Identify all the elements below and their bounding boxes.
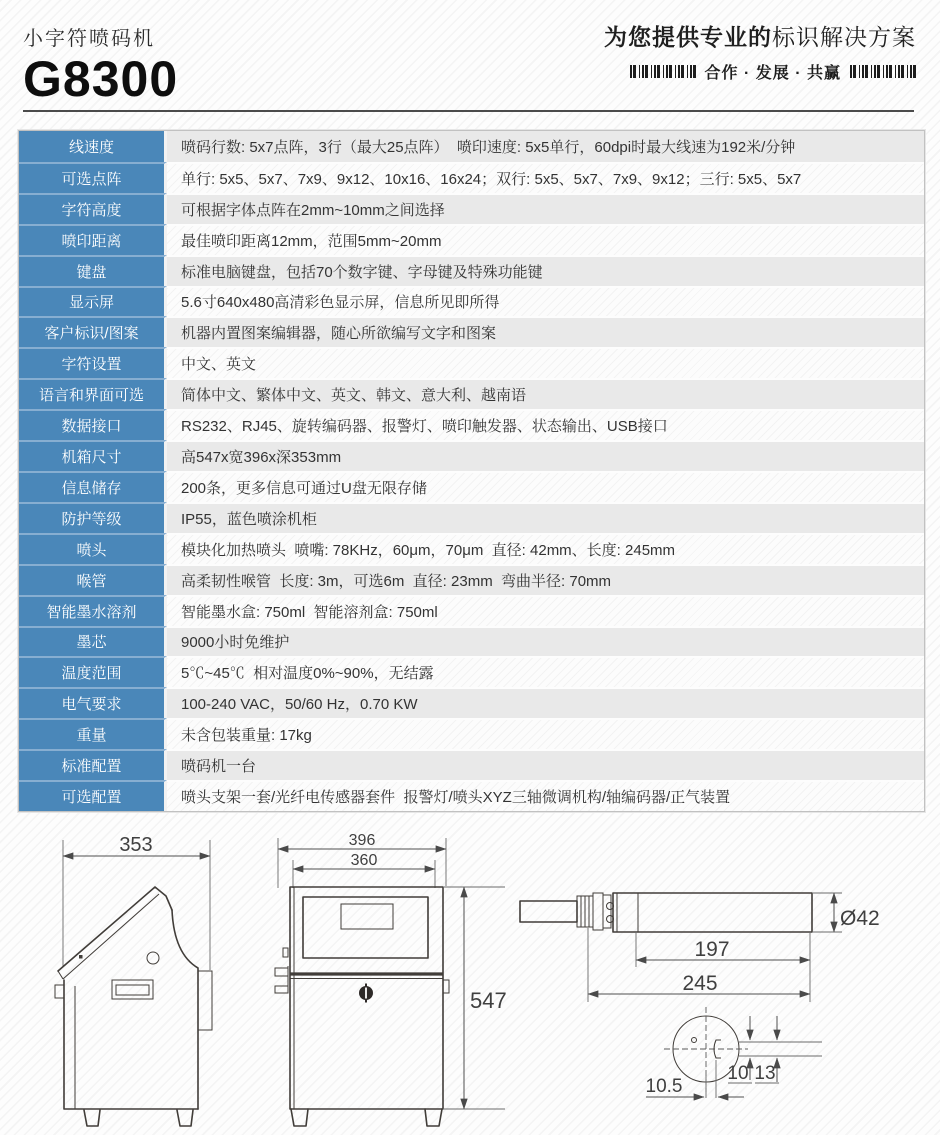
spec-value-cell: 5℃~45℃ 相对温度0%~90%，无结露 <box>167 656 924 687</box>
front-screen <box>341 904 393 929</box>
spec-label-cell: 信息储存 <box>19 471 167 502</box>
spec-value-cell: 9000小时免维护 <box>167 626 924 657</box>
spec-table-row <box>19 687 924 718</box>
technical-drawings <box>0 830 940 1135</box>
spec-label-cell: 喷印距离 <box>19 224 167 255</box>
spec-table-row <box>19 533 924 564</box>
spec-table-row <box>19 131 924 162</box>
spec-value-cell: IP55，蓝色喷涂机柜 <box>167 502 924 533</box>
spec-value-cell: 智能墨水盒: 750ml 智能溶剂盒: 750ml <box>167 595 924 626</box>
spec-table-row <box>19 502 924 533</box>
spec-value-cell: 单行: 5x5、5x7、7x9、9x12、10x16、16x24；双行: 5x5、5x7、7x9、9x12；三行: 5x5、5x7 <box>167 162 924 193</box>
front-inner-width-dimension: 360 <box>350 852 378 869</box>
spec-label-cell: 字符高度 <box>19 193 167 224</box>
side-machine-outline <box>58 887 172 971</box>
tagline-block <box>604 19 916 83</box>
spec-table-row <box>19 626 924 657</box>
spec-value-cell: 5.6寸640x480高清彩色显示屏，信息所见即所得 <box>167 286 924 317</box>
printhead-diameter-dimension: Ø42 <box>840 907 880 930</box>
spec-value-cell: 可根据字体点阵在2mm~10mm之间选择 <box>167 193 924 224</box>
spec-label-cell: 数据接口 <box>19 409 167 440</box>
nozzle-offset-dimension: 10.5 <box>645 1076 683 1097</box>
slogan-row <box>604 60 916 83</box>
front-outer-width-dimension: 396 <box>348 832 376 849</box>
spec-label-cell: 喷头 <box>19 533 167 564</box>
spec-label-cell: 喉管 <box>19 564 167 595</box>
tagline <box>604 19 916 52</box>
spec-table-row <box>19 378 924 409</box>
spec-label-cell: 墨芯 <box>19 626 167 657</box>
spec-table-row <box>19 564 924 595</box>
spec-value-cell: 100-240 VAC，50/60 Hz，0.70 KW <box>167 687 924 718</box>
spec-label-cell: 字符设置 <box>19 347 167 378</box>
side-feet <box>84 1110 193 1126</box>
front-feet <box>291 1109 442 1126</box>
printhead-total-length-dimension: 245 <box>682 972 718 995</box>
spec-table-row <box>19 595 924 626</box>
spec-table-row <box>19 193 924 224</box>
header-divider <box>23 110 914 112</box>
printhead-cable <box>520 901 577 922</box>
spec-label-cell: 温度范围 <box>19 656 167 687</box>
spec-table-row <box>19 656 924 687</box>
side-handle <box>55 985 64 998</box>
spec-label-cell: 客户标识/图案 <box>19 316 167 347</box>
spec-label-cell: 电气要求 <box>19 687 167 718</box>
spec-value-cell: 高547x宽396x深353mm <box>167 440 924 471</box>
slogan-text: 合作 · 发展 · 共赢 <box>704 65 841 82</box>
spec-value-cell: 中文、英文 <box>167 347 924 378</box>
spec-label-cell: 重量 <box>19 718 167 749</box>
spec-table-row <box>19 162 924 193</box>
barcode-decoration-right-icon <box>850 65 916 78</box>
printhead-end-drawing <box>646 1007 822 1098</box>
spec-label-cell: 智能墨水溶剂 <box>19 595 167 626</box>
spec-label-cell: 可选配置 <box>19 780 167 811</box>
spec-table-row <box>19 255 924 286</box>
spec-value-cell: 喷码行数: 5x7点阵，3行（最大25点阵） 喷印速度: 5x5单行，60dpi时最大线速为192米/分钟 <box>167 131 924 162</box>
printhead-front-length-dimension: 197 <box>694 938 730 961</box>
spec-table-row <box>19 224 924 255</box>
spec-value-cell: 模块化加热喷头 喷嘴: 78KHz，60μm，70μm 直径: 42mm、长度: 245mm <box>167 533 924 564</box>
spec-table-row <box>19 718 924 749</box>
spec-value-cell: 高柔韧性喉管 长度: 3m，可选6m 直径: 23mm 弯曲半径: 70mm <box>167 564 924 595</box>
printhead-body <box>613 893 812 932</box>
spec-value-cell: 喷码机一台 <box>167 749 924 780</box>
spec-value-cell: 未含包装重量: 17kg <box>167 718 924 749</box>
product-category: 小字符喷码机 <box>23 28 155 50</box>
nozzle-large-dimension: 13 <box>754 1063 776 1084</box>
front-panel <box>303 897 428 958</box>
spec-value-cell: 200条，更多信息可通过U盘无限存储 <box>167 471 924 502</box>
front-view-drawing <box>275 832 507 1126</box>
spec-table-row <box>19 316 924 347</box>
spec-label-cell: 可选点阵 <box>19 162 167 193</box>
tagline-rest: 标识解决方案 <box>772 24 916 50</box>
spec-label-cell: 线速度 <box>19 131 167 162</box>
spec-table-row <box>19 286 924 317</box>
spec-table-row <box>19 440 924 471</box>
spec-value-cell: 机器内置图案编辑器，随心所欲编写文字和图案 <box>167 316 924 347</box>
barcode-decoration-left-icon <box>630 65 696 78</box>
front-height-dimension: 547 <box>470 988 507 1013</box>
spec-table-row <box>19 347 924 378</box>
spec-label-cell: 标准配置 <box>19 749 167 780</box>
spec-value-cell: 标准电脑键盘，包括70个数字键、字母键及特殊功能键 <box>167 255 924 286</box>
spec-table-row <box>19 780 924 811</box>
spec-label-cell: 防护等级 <box>19 502 167 533</box>
spec-value-cell: 喷头支架一套/光纤电传感器套件 报警灯/喷头XYZ三轴微调机构/轴编码器/正气装置 <box>167 780 924 811</box>
printhead-side-drawing <box>520 893 880 1002</box>
spec-value-cell: 简体中文、繁体中文、英文、韩文、意大利、越南语 <box>167 378 924 409</box>
spec-table-row <box>19 749 924 780</box>
side-latch-dot <box>79 955 83 959</box>
spec-label-cell: 语言和界面可选 <box>19 378 167 409</box>
side-slot <box>112 980 153 999</box>
brand-block <box>23 22 179 107</box>
spec-table <box>18 130 925 812</box>
tagline-emphasis: 为您提供专业的 <box>604 24 772 50</box>
nozzle-small-dimension: 10 <box>727 1063 749 1084</box>
spec-value-cell: 最佳喷印距离12mm，范围5mm~20mm <box>167 224 924 255</box>
spec-label-cell: 显示屏 <box>19 286 167 317</box>
product-model: G8300 <box>23 51 179 107</box>
side-view-drawing <box>55 834 212 1126</box>
side-depth-dimension: 353 <box>119 834 153 856</box>
spec-value-cell: RS232、RJ45、旋转编码器、报警灯、喷印触发器、状态输出、USB接口 <box>167 409 924 440</box>
spec-label-cell: 机箱尺寸 <box>19 440 167 471</box>
spec-label-cell: 键盘 <box>19 255 167 286</box>
spec-table-row <box>19 471 924 502</box>
spec-table-row <box>19 409 924 440</box>
